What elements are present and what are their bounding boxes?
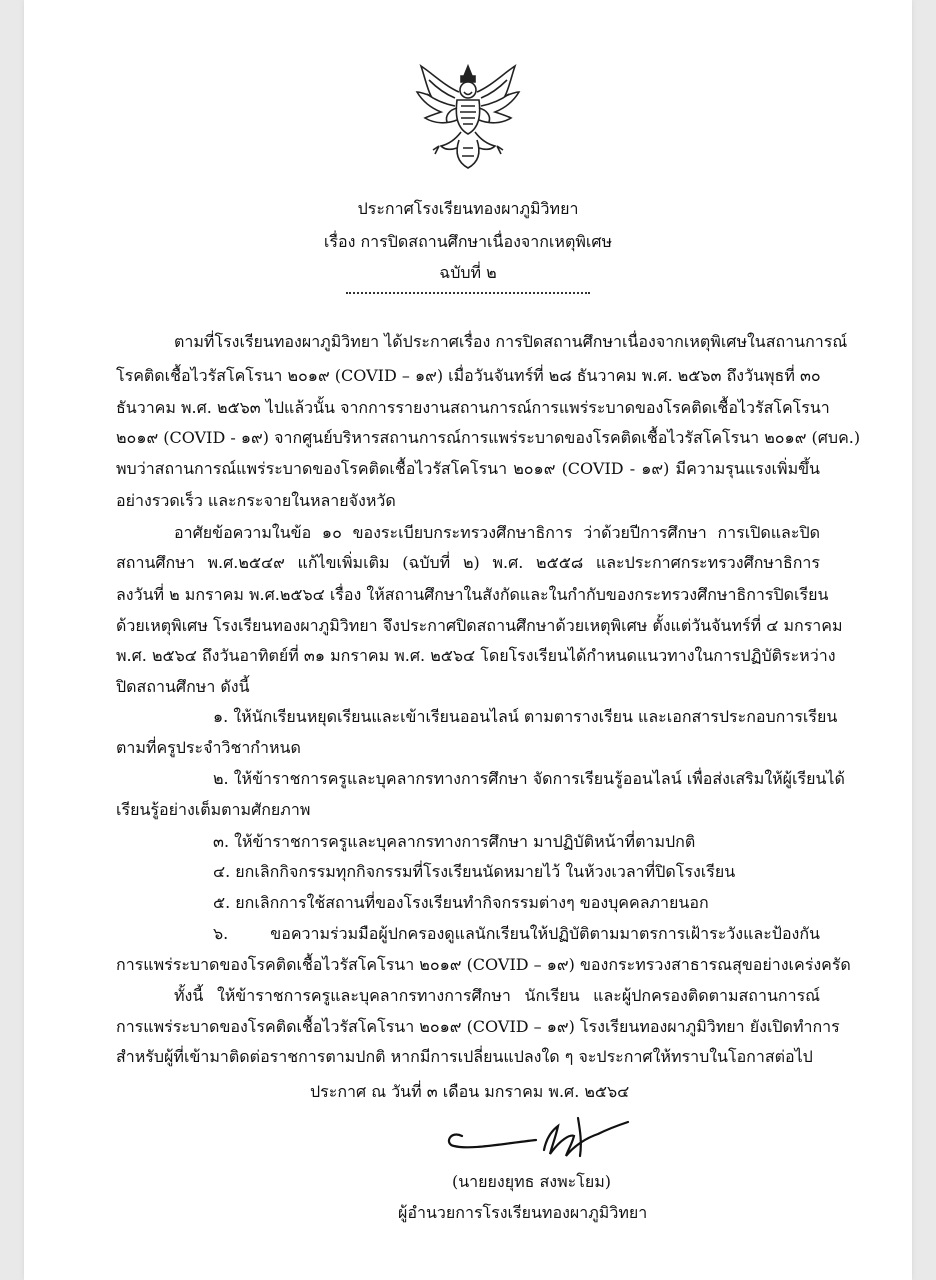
paragraph3-line: สำหรับผู้ที่เข้ามาติดต่อราชการตามปกติ หากมีการเปลี่ยนแปลงใด ๆ จะประกาศให้ทราบในโอกาสต่อไป [116,1047,813,1066]
signer-name: (นายยงยุทธ สงพะโยม) [452,1172,611,1191]
document-edition: ฉบับที่ ๒ [439,263,497,282]
list-item: ๕. ยกเลิกการใช้สถานที่ของโรงเรียนทำกิจกรรมต่างๆ ของบุคคลภายนอก [213,893,709,912]
list-item: ๑. ให้นักเรียนหยุดเรียนและเข้าเรียนออนไลน์ ตามตารางเรียน และเอกสารประกอบการเรียน [213,707,838,726]
paragraph2-line: ด้วยเหตุพิเศษ โรงเรียนทองผาภูมิวิทยา จึงประกาศปิดสถานศึกษาด้วยเหตุพิเศษ ตั้งแต่วันจันทร์ที่ ๔ มกราคม [116,616,843,635]
paragraph1-line: พบว่าสถานการณ์แพร่ระบาดของโรคติดเชื้อไวรัสโคโรนา ๒๐๑๙ (COVID - ๑๙) มีความรุนแรงเพิ่มขึ้น [116,459,820,478]
dotted-divider [346,290,590,294]
garuda-emblem-icon [415,62,521,172]
list-item: เรียนรู้อย่างเต็มตามศักยภาพ [116,800,311,819]
paragraph1-line: ตามที่โรงเรียนทองผาภูมิวิทยา ได้ประกาศเรื่อง การปิดสถานศึกษาเนื่องจากเหตุพิเศษในสถานการณ์ [174,332,848,351]
paragraph3-line: การแพร่ระบาดของโรคติดเชื้อไวรัสโคโรนา ๒๐๑๙ (COVID – ๑๙) โรงเรียนทองผาภูมิวิทยา ยังเปิดทำการ [116,1017,840,1036]
paragraph1-line: ธันวาคม พ.ศ. ๒๕๖๓ ไปแล้วนั้น จากการรายงานสถานการณ์การแพร่ระบาดของโรคติดเชื้อไวรัสโคโรนา [116,398,830,417]
announcement-date: ประกาศ ณ วันที่ ๓ เดือน มกราคม พ.ศ. ๒๕๖๔ [310,1082,630,1101]
document-subject: เรื่อง การปิดสถานศึกษาเนื่องจากเหตุพิเศษ [323,232,613,251]
signature-icon [440,1110,640,1164]
document-title: ประกาศโรงเรียนทองผาภูมิวิทยา [357,199,579,218]
list-item: ตามที่ครูประจำวิชากำหนด [116,738,301,757]
list-item: ๓. ให้ข้าราชการครูและบุคลากรทางการศึกษา มาปฏิบัติหน้าที่ตามปกติ [213,832,696,851]
list-item: ๖. ขอความร่วมมือผู้ปกครองดูแลนักเรียนให้ปฏิบัติตามมาตรการเฝ้าระวังและป้องกัน [213,924,820,943]
list-item: ๒. ให้ข้าราชการครูและบุคลากรทางการศึกษา จัดการเรียนรู้ออนไลน์ เพื่อส่งเสริมให้ผู้เรียนได้ [213,769,845,788]
list-item: การแพร่ระบาดของโรคติดเชื้อไวรัสโคโรนา ๒๐๑๙ (COVID – ๑๙) ของกระทรวงสาธารณสุขอย่างเคร่งครัด [116,955,851,974]
paragraph2-line: สถานศึกษา พ.ศ.๒๕๔๙ แก้ไขเพิ่มเติม (ฉบับที่ ๒) พ.ศ. ๒๕๕๘ และประกาศกระทรวงศึกษาธิการ [116,553,820,572]
signer-title: ผู้อำนวยการโรงเรียนทองผาภูมิวิทยา [398,1203,648,1222]
paragraph1-line: ๒๐๑๙ (COVID - ๑๙) จากศูนย์บริหารสถานการณ์การแพร่ระบาดของโรคติดเชื้อไวรัสโคโรนา ๒๐๑๙ (ศบค.) [116,428,861,447]
list-item: ๔. ยกเลิกกิจกรรมทุกกิจกรรมที่โรงเรียนนัดหมายไว้ ในห้วงเวลาที่ปิดโรงเรียน [213,862,736,881]
paragraph2-line: ลงวันที่ ๒ มกราคม พ.ศ.๒๕๖๔ เรื่อง ให้สถานศึกษาในสังกัดและในกำกับของกระทรวงศึกษาธิการปิดเรียน [116,585,829,604]
paragraph1-line: โรคติดเชื้อไวรัสโคโรนา ๒๐๑๙ (COVID – ๑๙) เมื่อวันจันทร์ที่ ๒๘ ธันวาคม พ.ศ. ๒๕๖๓ ถึงวันพุธที่ ๓๐ [116,366,821,385]
paragraph2-line: อาศัยข้อความในข้อ ๑๐ ของระเบียบกระทรวงศึกษาธิการ ว่าด้วยปีการศึกษา การเปิดและปิด [174,523,820,542]
paragraph3-line: ทั้งนี้ ให้ข้าราชการครูและบุคลากรทางการศึกษา นักเรียน และผู้ปกครองติดตามสถานการณ์ [174,986,820,1005]
paragraph2-line: ปิดสถานศึกษา ดังนี้ [116,677,250,696]
paragraph1-line: อย่างรวดเร็ว และกระจายในหลายจังหวัด [116,491,396,510]
paragraph2-line: พ.ศ. ๒๕๖๔ ถึงวันอาทิตย์ที่ ๓๑ มกราคม พ.ศ. ๒๕๖๔ โดยโรงเรียนได้กำหนดแนวทางในการปฏิบัติระหว่าง [116,646,836,665]
